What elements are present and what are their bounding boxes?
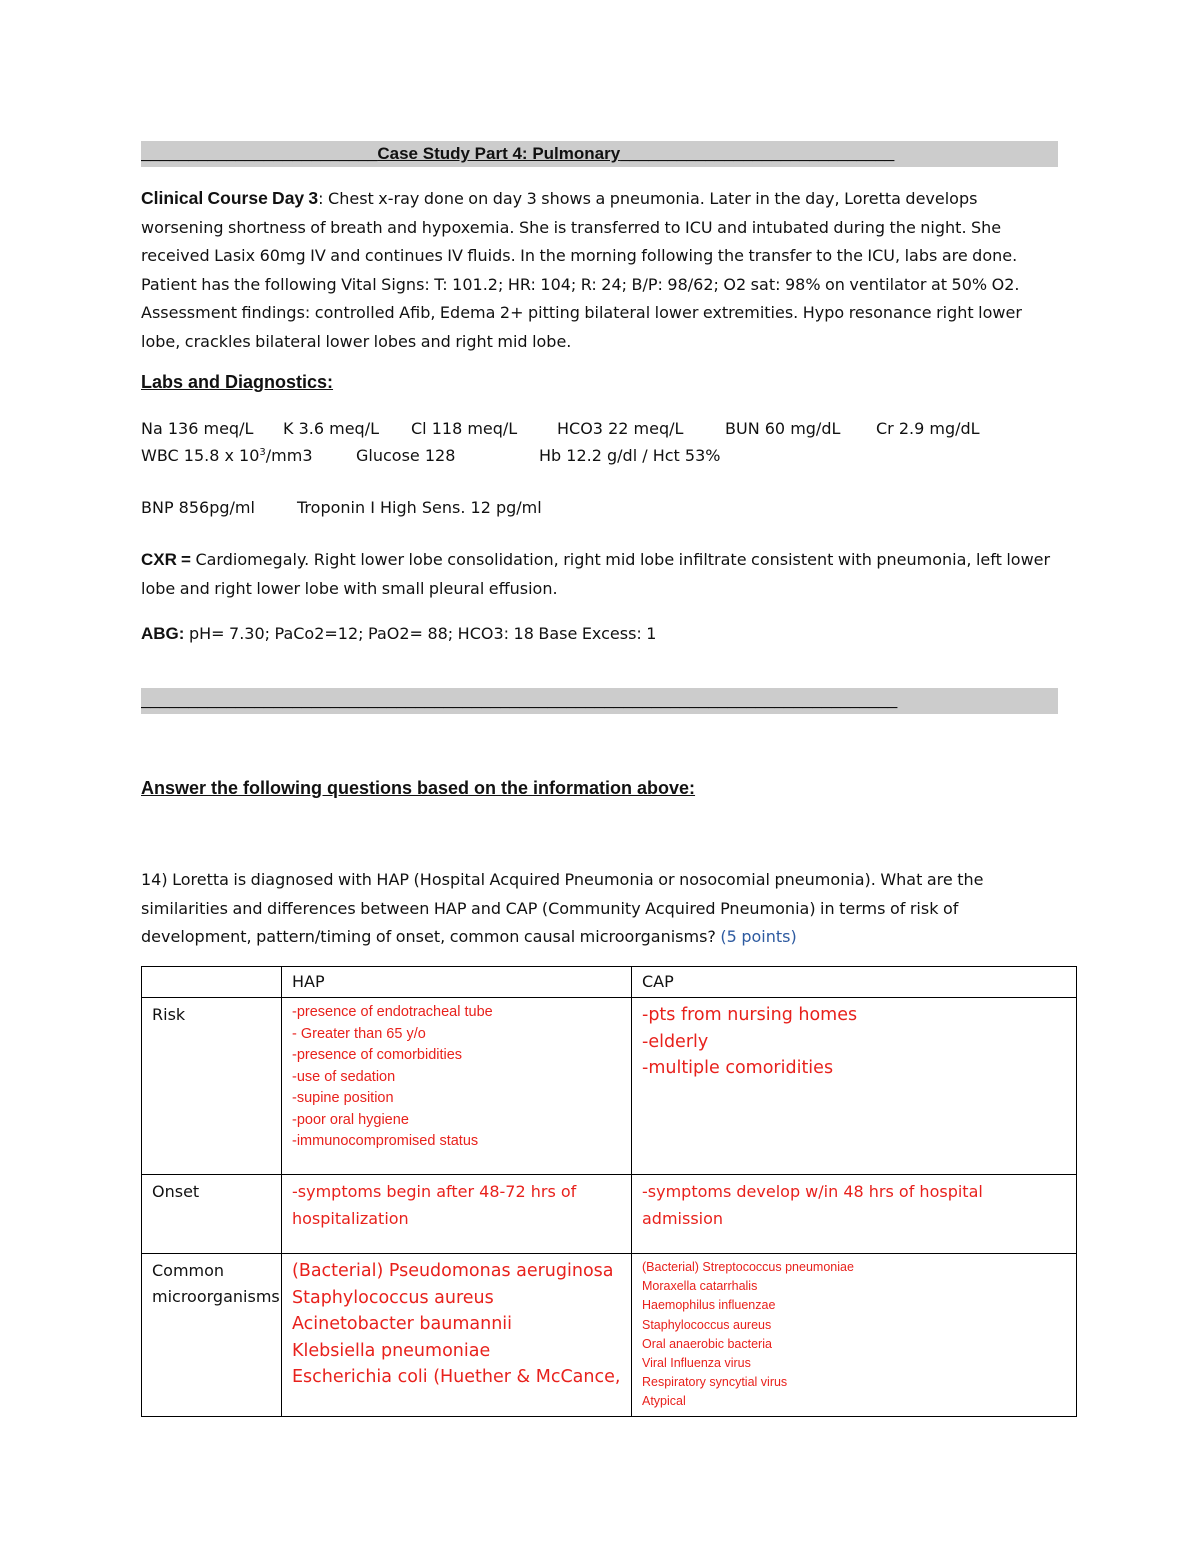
microorganisms-label: Common microorganisms <box>142 1254 282 1417</box>
lab-hb-hct: Hb 12.2 g/dl / Hct 53% <box>539 446 721 465</box>
page-title: Case Study Part 4: Pulmonary <box>377 144 621 163</box>
clinical-course-label: Clinical Course Day 3 <box>141 188 319 208</box>
list-item: Oral anaerobic bacteria <box>642 1336 772 1351</box>
title-bar <box>141 141 1058 167</box>
divider-rule: ________________________________________________________________________________ <box>141 691 898 710</box>
abg-label: ABG: <box>141 624 185 643</box>
cxr-paragraph <box>141 546 1061 603</box>
lab-na: Na 136 meq/L <box>141 419 254 438</box>
abg-text: pH= 7.30; PaCo2=12; PaO2= 88; HCO3: 18 Base Excess: 1 <box>184 624 657 643</box>
list-item: (Bacterial) Streptococcus pneumoniae <box>642 1260 854 1274</box>
onset-hap-cell: -symptoms begin after 48-72 hrs of hospitalization <box>282 1175 632 1254</box>
table-header-hap: HAP <box>282 967 632 998</box>
lab-wbc-prefix: WBC 15.8 x 10 <box>141 446 260 465</box>
hap-cap-table <box>141 966 1077 1417</box>
lab-wbc <box>141 445 313 467</box>
list-item: -multiple comoridities <box>642 1058 834 1078</box>
list-item: Viral Influenza virus <box>642 1356 751 1371</box>
table-header-blank <box>142 967 282 998</box>
lab-bnp: BNP 856pg/ml <box>141 498 255 517</box>
answer-heading: Answer the following questions based on the information above: <box>141 778 696 798</box>
list-item: Escherichia coli (Huether & McCance, <box>292 1367 621 1387</box>
micro-hap-cell <box>282 1254 632 1417</box>
table-header-cap: CAP <box>632 967 1077 998</box>
list-item: - Greater than 65 y/o <box>292 1025 426 1042</box>
clinical-course-paragraph <box>141 184 1061 357</box>
lab-bun: BUN 60 mg/dL <box>725 419 841 438</box>
table-row-risk <box>142 998 1077 1175</box>
list-item: Haemophilus influenzae <box>642 1298 776 1313</box>
section-divider-bar <box>141 688 1058 714</box>
list-item: -presence of comorbidities <box>292 1047 463 1063</box>
lab-wbc-exponent: 3 <box>259 447 266 458</box>
list-item: -pts from nursing homes <box>642 1005 858 1025</box>
labs-heading: Labs and Diagnostics: <box>141 372 334 392</box>
list-item: -elderly <box>642 1031 709 1052</box>
lab-cr: Cr 2.9 mg/dL <box>876 419 980 438</box>
list-item: -poor oral hygiene <box>292 1111 409 1128</box>
question-14 <box>141 866 1061 952</box>
list-item: Staphylococcus aureus <box>642 1317 772 1332</box>
onset-cap-cell: -symptoms develop w/in 48 hrs of hospital admission <box>632 1175 1077 1254</box>
risk-label: Risk <box>142 998 282 1175</box>
list-item: Moraxella catarrhalis <box>642 1279 758 1294</box>
list-item: (Bacterial) Pseudomonas aeruginosa <box>292 1261 614 1281</box>
question-text: 14) Loretta is diagnosed with HAP (Hospital Acquired Pneumonia or nosocomial pneumonia). What are the similarities and differences between HAP and CAP (Community Acquired Pneumonia) in terms of risk of development, pattern/timing of onset, common causal microorganisms? <box>141 870 984 947</box>
table-header-row <box>142 967 1077 998</box>
lab-hco3: HCO3 22 meq/L <box>557 419 684 438</box>
cxr-label: CXR = <box>141 550 191 569</box>
list-item: Atypical <box>642 1394 686 1409</box>
table-row-microorganisms <box>142 1254 1077 1417</box>
cxr-text: Cardiomegaly. Right lower lobe consolidation, right mid lobe infiltrate consistent with pneumonia, left lower lobe and right lower lobe with small pleural effusion. <box>141 550 1051 598</box>
micro-cap-cell <box>632 1254 1077 1417</box>
onset-label: Onset <box>142 1175 282 1254</box>
lab-glucose: Glucose 128 <box>356 446 456 465</box>
title-leading-rule: _________________________ <box>141 144 378 163</box>
risk-hap-cell <box>282 998 632 1175</box>
list-item: Respiratory syncytial virus <box>642 1375 788 1390</box>
table-row-onset <box>142 1175 1077 1254</box>
list-item: -immunocompromised status <box>292 1133 479 1149</box>
lab-troponin: Troponin I High Sens. 12 pg/ml <box>297 498 542 517</box>
list-item: Staphylococcus aureus <box>292 1287 494 1308</box>
lab-k: K 3.6 meq/L <box>283 419 379 438</box>
clinical-course-text: : Chest x-ray done on day 3 shows a pneumonia. Later in the day, Loretta develops worsening shortness of breath and hypoxemia. She is transferred to ICU and intubated during the night. She received Lasix 60mg IV and continues IV fluids. In the morning following the transfer to the ICU, labs are done. Patient has the following Vital Signs: T: 101.2; HR: 104; R: 24; B/P: 98/62; O2 sat: 98% on ventilator at 50% O2. Assessment findings: controlled Afib, Edema 2+ pitting bilateral lower extremities. Hypo resonance right lower lobe, crackles bilateral lower lobes and right mid lobe. <box>141 189 1022 351</box>
lab-cl: Cl 118 meq/L <box>411 419 518 438</box>
risk-cap-cell <box>632 998 1077 1175</box>
list-item: -presence of endotracheal tube <box>292 1004 493 1020</box>
question-points: (5 points) <box>720 927 797 947</box>
abg-paragraph <box>141 620 1061 649</box>
list-item: -supine position <box>292 1090 394 1106</box>
lab-wbc-unit: /mm3 <box>265 446 313 465</box>
list-item: Acinetobacter baumannii <box>292 1314 513 1334</box>
list-item: -use of sedation <box>292 1068 396 1085</box>
title-trailing-rule: _____________________________ <box>620 144 895 163</box>
list-item: Klebsiella pneumoniae <box>292 1340 491 1361</box>
